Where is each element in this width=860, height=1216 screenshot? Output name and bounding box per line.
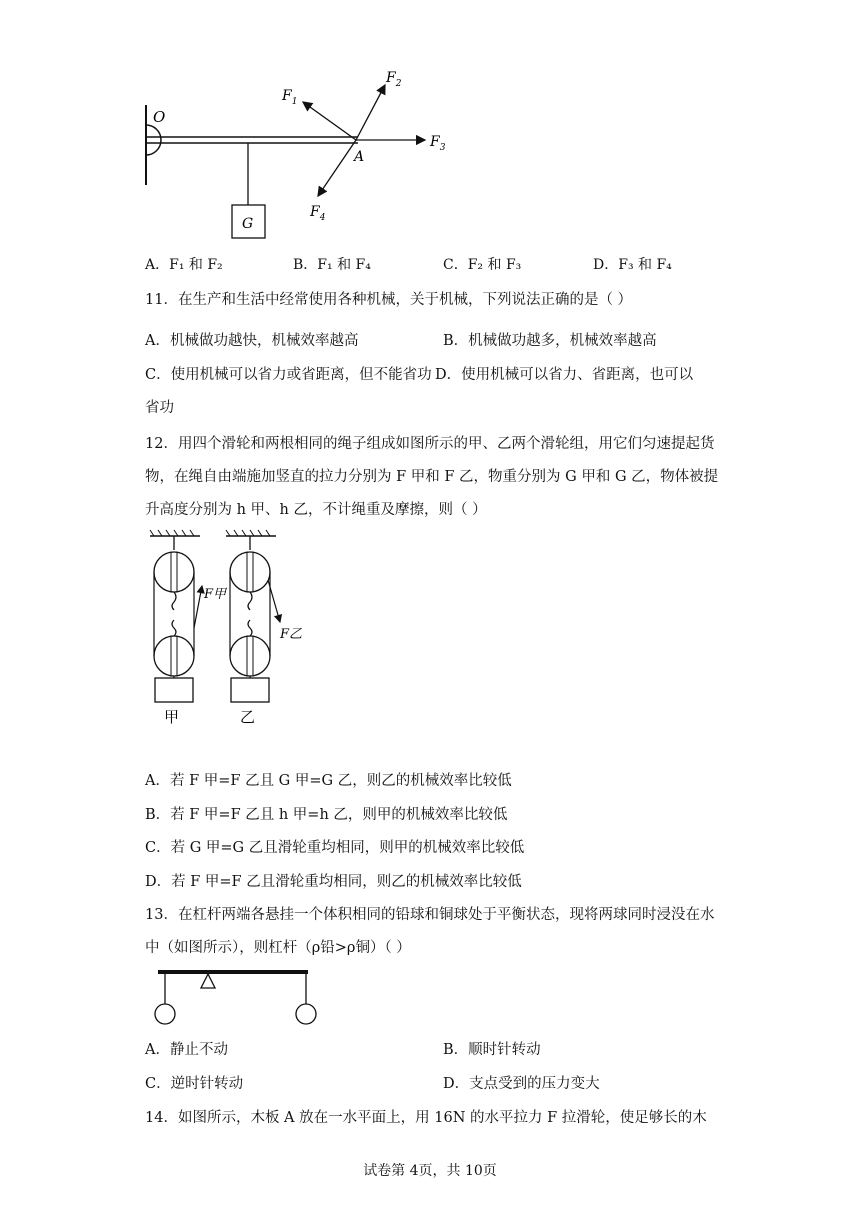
q11-option-a[interactable]: A．机械做功越快，机械效率越高 [145, 333, 359, 349]
label-f-yi: F乙 [280, 627, 303, 642]
page-footer: 试卷第 4页，共 10页 [363, 1163, 497, 1179]
q10-option-b[interactable]: B．F₁ 和 F₄ [293, 257, 371, 273]
q13-option-b[interactable]: B．顺时针转动 [443, 1042, 541, 1058]
label-f-jia: F甲 [204, 587, 227, 602]
q12-option-b[interactable]: B．若 F 甲=F 乙且 h 甲=h 乙，则甲的机械效率比较低 [145, 807, 508, 823]
q11-option-d[interactable]: D．使用机械可以省力、省距离，也可以 [435, 367, 694, 383]
label-jia: 甲 [164, 708, 180, 726]
label-F2: $F_2$ [386, 70, 402, 89]
q13-option-c[interactable]: C．逆时针转动 [145, 1076, 244, 1092]
q10-option-a[interactable]: A．F₁ 和 F₂ [145, 257, 223, 273]
q12-option-a[interactable]: A．若 F 甲=F 乙且 G 甲=G 乙，则乙的机械效率比较低 [145, 773, 512, 789]
q13-option-a[interactable]: A．静止不动 [145, 1042, 228, 1058]
label-O: O [153, 108, 166, 126]
lever-balls-figure [150, 966, 330, 1030]
label-G: G [242, 216, 254, 232]
label-A: A [354, 149, 365, 165]
q12-stem: 12．用四个滑轮和两根相同的绳子组成如图所示的甲、乙两个滑轮组，用它们匀速提起货物，在绳自由端施加竖直的拉力分别为 F 甲和 F 乙，物重分别为 G 甲和 G 乙，物体被提升高度分别为 h 甲、h 乙，不计绳重及摩擦，则（ ） [145, 436, 719, 518]
label-F3: $F_3$ [430, 134, 446, 153]
q10-option-d[interactable]: D．F₃ 和 F₄ [593, 257, 672, 273]
q14-stem: 14．如图所示，木板 A 放在一水平面上，用 16N 的水平拉力 F 拉滑轮，使足够长的木 [145, 1110, 707, 1126]
label-F1: $F_1$ [282, 88, 298, 107]
q11-option-c[interactable]: C．使用机械可以省力或省距离，但不能省功 [145, 367, 432, 383]
label-yi: 乙 [240, 708, 256, 726]
q11-stem: 11．在生产和生活中经常使用各种机械，关于机械，下列说法正确的是（ ） [145, 292, 633, 308]
q11-option-b[interactable]: B．机械做功越多，机械效率越高 [443, 333, 657, 349]
q13-option-d[interactable]: D．支点受到的压力变大 [443, 1076, 600, 1092]
lever-force-figure [140, 60, 460, 250]
q10-option-c[interactable]: C．F₂ 和 F₃ [443, 257, 522, 273]
q13-stem: 13．在杠杆两端各悬挂一个体积相同的铅球和铜球处于平衡状态，现将两球同时浸没在水中（如图所示），则杠杆（ρ铅>ρ铜）（ ） [145, 907, 715, 956]
q12-option-d[interactable]: D．若 F 甲=F 乙且滑轮重均相同，则乙的机械效率比较低 [145, 874, 522, 890]
q11-option-d-cont: 省功 [145, 400, 174, 416]
pulley-systems-figure [140, 528, 330, 728]
q12-option-c[interactable]: C．若 G 甲=G 乙且滑轮重均相同，则甲的机械效率比较低 [145, 840, 525, 856]
label-F4: $F_4$ [310, 204, 326, 223]
